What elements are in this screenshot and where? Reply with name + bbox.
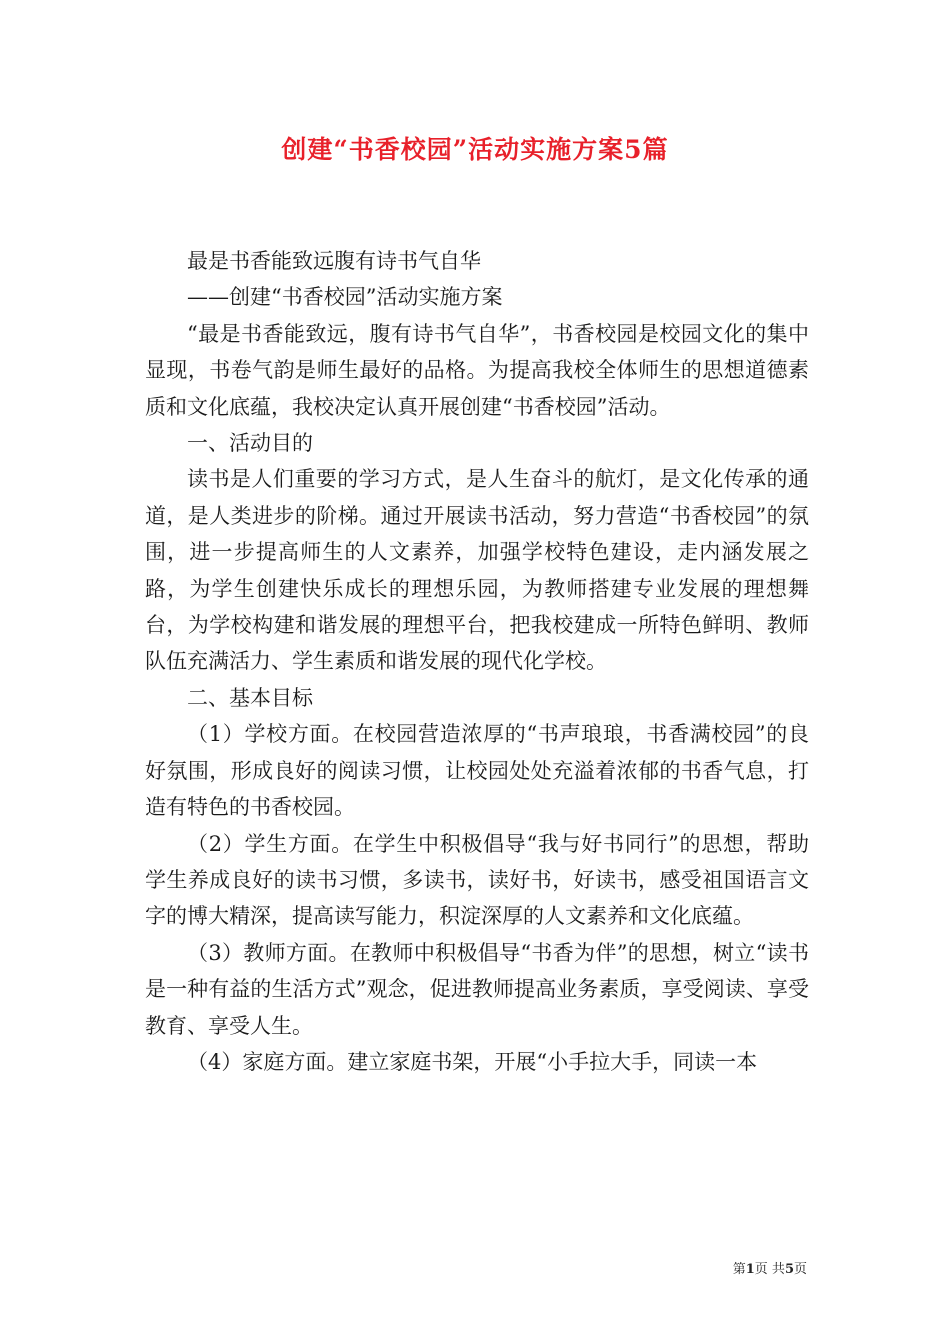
- document-body: [145, 243, 809, 1080]
- page-number-footer: [733, 1258, 807, 1277]
- purpose-paragraph: 读书是人们重要的学习方式，是人生奋斗的航灯，是文化传承的通道，是人类进步的阶梯。通过开展读书活动，努力营造“书香校园”的氛围，进一步提高师生的人文素养，加强学校特色建设，走内涵发展之路，为学生创建快乐成长的理想乐园，为教师搭建专业发展的理想舞台，为学校构建和谐发展的理想平台，把我校建成一所特色鲜明、教师队伍充满活力、学生素质和谐发展的现代化学校。: [145, 467, 809, 674]
- subtitle-line-1: 最是书香能致远腹有诗书气自华: [187, 249, 481, 273]
- goal-school-paragraph: （1）学校方面。在校园营造浓厚的“书声琅琅，书香满校园”的良好氛围，形成良好的阅读习惯，让校园处处充溢着浓郁的书香气息，打造有特色的书香校园。: [145, 722, 809, 820]
- footer-current-page: 1: [745, 1262, 755, 1277]
- subtitle-line-2: ——创建“书香校园”活动实施方案: [187, 285, 503, 310]
- section-heading-purpose: 一、活动目的: [187, 431, 313, 456]
- goal-teachers-paragraph: （3）教师方面。在教师中积极倡导“书香为伴”的思想，树立“读书是一种有益的生活方式”观念，促进教师提高业务素质，享受阅读、享受教育、享受人生。: [145, 940, 809, 1038]
- section-heading-goals: 二、基本目标: [187, 685, 313, 710]
- document-title: 创建“书香校园”活动实施方案5篇: [281, 135, 669, 164]
- footer-prefix: 第: [732, 1262, 746, 1277]
- intro-paragraph: “最是书香能致远，腹有诗书气自华”，书香校园是校园文化的集中显现，书卷气韵是师生最好的品格。为提高我校全体师生的思想道德素质和文化底蕴，我校决定认真开展创建“书香校园”活动。: [145, 321, 809, 419]
- footer-suffix: 页: [793, 1262, 807, 1277]
- goal-students-paragraph: （2）学生方面。在学生中积极倡导“我与好书同行”的思想，帮助学生养成良好的读书习惯，多读书，读好书，好读书，感受祖国语言文字的博大精深，提高读写能力，积淀深厚的人文素养和文化底蕴。: [145, 831, 809, 929]
- goal-family-paragraph: （4）家庭方面。建立家庭书架，开展“小手拉大手，同读一本: [187, 1049, 758, 1074]
- footer-total-pages: 5: [784, 1262, 794, 1277]
- footer-middle: 页 共: [754, 1262, 785, 1277]
